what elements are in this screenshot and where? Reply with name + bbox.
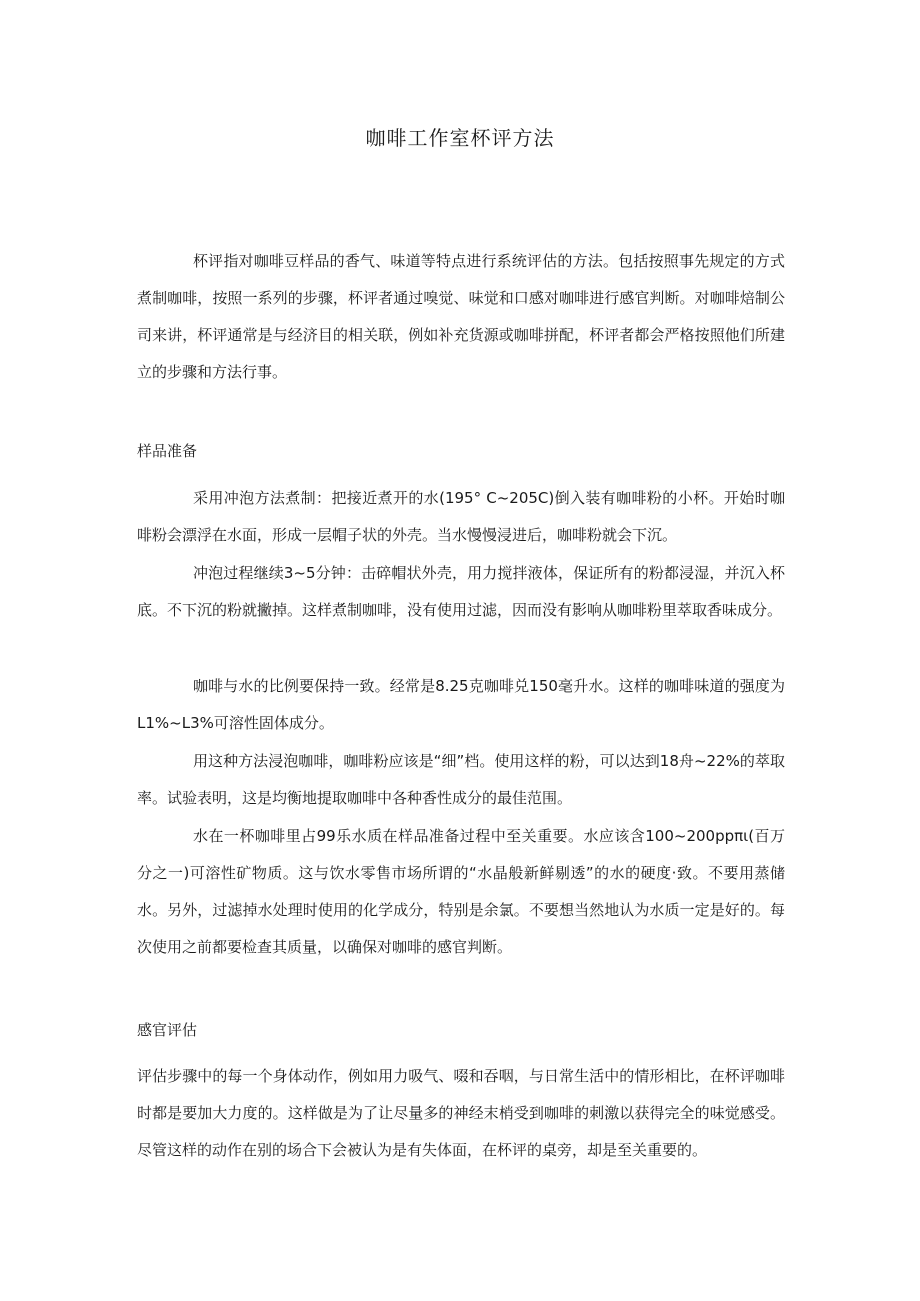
sample-prep-paragraph-5: 水在一杯咖啡里占99乐水质在样品准备过程中至关重要。水应该含100~200ppπι(百万分之一)可溶性矿物质。这与饮水零售市场所谓的“水晶般新鲜剔透”的水的硬度·致。不要用蒸储水。另外，过滤掉水处理时使用的化学成分，特别是余氯。不要想当然地认为水质一定是好的。每次使用之前都要检查其质量，以确保对咖啡的感官判断。 [137,827,785,956]
intro-paragraph: 杯评指对咖啡豆样品的香气、味道等特点进行系统评估的方法。包括按照事先规定的方式煮制咖啡，按照一系列的步骤，杯评者通过嗅觉、味觉和口感对咖啡进行感官判断。对咖啡焙制公司来讲，杯评通常是与经济目的相关联，例如补充货源或咖啡拼配，杯评者都会严格按照他们所建立的步骤和方法行事。 [137,252,785,381]
sample-prep-paragraph-2: 冲泡过程继续3~5分钟：击碎帽状外壳，用力搅拌液体，保证所有的粉都浸湿，并沉入杯底。不下沉的粉就撇掉。这样煮制咖啡，没有使用过滤，因而没有影响从咖啡粉里萃取香味成分。 [137,564,785,619]
sensory-eval-paragraph-1: 评估步骤中的每一个身体动作，例如用力吸气、啜和吞咽，与日常生活中的情形相比，在杯评咖啡时都是要加大力度的。这样做是为了让尽量多的神经末梢受到咖啡的刺激以获得完全的味觉感受。尽管这样的动作在别的场合下会被认为是有失体面，在杯评的桌旁，却是至关重要的。 [137,1067,785,1159]
sample-prep-paragraph-3: 咖啡与水的比例要保持一致。经常是8.25克咖啡兑150毫升水。这样的咖啡味道的强度为L1%~L3%可溶性固体成分。 [137,677,785,732]
section-heading-sample-prep: 样品准备 [137,442,198,460]
sample-prep-paragraph-1: 采用冲泡方法煮制：把接近煮开的水(195° C~205C)倒入装有咖啡粉的小杯。开始时咖啡粉会漂浮在水面，形成一层帽子状的外壳。当水慢慢浸进后，咖啡粉就会下沉。 [137,489,785,544]
section-heading-sensory-eval: 感官评估 [137,1021,198,1039]
sample-prep-paragraph-4: 用这种方法浸泡咖啡，咖啡粉应该是“细”档。使用这样的粉，可以达到18舟~22%的萃取率。试验表明，这是均衡地提取咖啡中各种香性成分的最佳范围。 [137,752,785,807]
document-title: 咖啡工作室杯评方法 [365,126,555,150]
